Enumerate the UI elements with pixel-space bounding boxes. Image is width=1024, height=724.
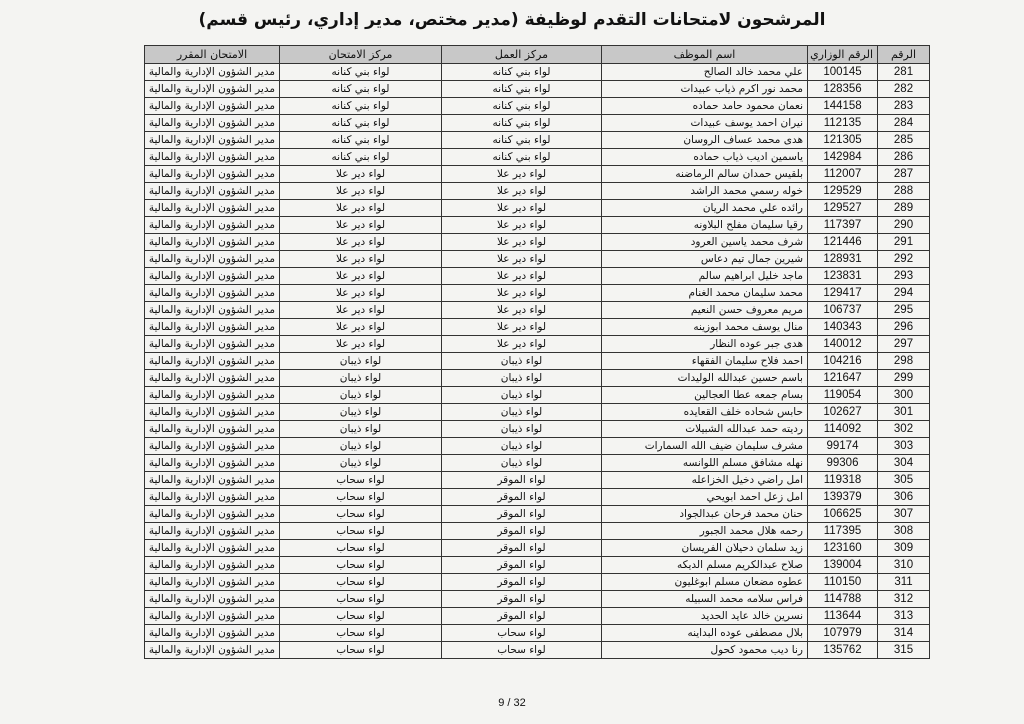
row-number: 303 [878, 438, 930, 455]
row-number: 295 [878, 302, 930, 319]
table-row [145, 608, 930, 625]
exam-center: لواء سحاب [280, 523, 442, 540]
ministry-id: 144158 [808, 98, 878, 115]
exam-title: مدير الشؤون الإدارية والمالية [145, 574, 280, 591]
employee-name: نعمان محمود حامد حماده [602, 98, 808, 115]
exam-center: لواء بني كنانه [280, 98, 442, 115]
row-number: 283 [878, 98, 930, 115]
exam-center: لواء ذيبان [280, 387, 442, 404]
exam-title: مدير الشؤون الإدارية والمالية [145, 540, 280, 557]
exam-center: لواء بني كنانه [280, 149, 442, 166]
exam-center: لواء دير علا [280, 166, 442, 183]
exam-center: لواء ذيبان [280, 353, 442, 370]
work-center: لواء دير علا [442, 336, 602, 353]
exam-title: مدير الشؤون الإدارية والمالية [145, 370, 280, 387]
ministry-id: 112007 [808, 166, 878, 183]
employee-name: امل راضي دخيل الخزاعله [602, 472, 808, 489]
employee-name: شرف محمد ياسين العرود [602, 234, 808, 251]
work-center: لواء ذيبان [442, 387, 602, 404]
row-number: 301 [878, 404, 930, 421]
exam-center: لواء سحاب [280, 642, 442, 659]
ministry-id: 121647 [808, 370, 878, 387]
header-employee-name: اسم الموظف [602, 46, 808, 64]
row-number: 288 [878, 183, 930, 200]
table-row [145, 200, 930, 217]
employee-name: صلاح عبدالكريم مسلم الديكه [602, 557, 808, 574]
ministry-id: 123160 [808, 540, 878, 557]
work-center: لواء ذيبان [442, 455, 602, 472]
employee-name: محمد نور اكرم ذياب عبيدات [602, 81, 808, 98]
exam-center: لواء سحاب [280, 489, 442, 506]
exam-center: لواء سحاب [280, 472, 442, 489]
exam-center: لواء دير علا [280, 302, 442, 319]
work-center: لواء بني كنانه [442, 132, 602, 149]
exam-title: مدير الشؤون الإدارية والمالية [145, 387, 280, 404]
work-center: لواء بني كنانه [442, 98, 602, 115]
ministry-id: 117395 [808, 523, 878, 540]
exam-title: مدير الشؤون الإدارية والمالية [145, 438, 280, 455]
table-row [145, 285, 930, 302]
work-center: لواء دير علا [442, 319, 602, 336]
employee-name: مريم معروف حسن النعيم [602, 302, 808, 319]
table-row [145, 115, 930, 132]
table-row [145, 81, 930, 98]
ministry-id: 129529 [808, 183, 878, 200]
table-row [145, 64, 930, 81]
exam-center: لواء دير علا [280, 217, 442, 234]
exam-title: مدير الشؤون الإدارية والمالية [145, 183, 280, 200]
row-number: 308 [878, 523, 930, 540]
row-number: 287 [878, 166, 930, 183]
exam-center: لواء دير علا [280, 200, 442, 217]
exam-center: لواء ذيبان [280, 438, 442, 455]
table-row [145, 319, 930, 336]
employee-name: مشرف سليمان ضيف الله السمارات [602, 438, 808, 455]
table-row [145, 574, 930, 591]
work-center: لواء دير علا [442, 166, 602, 183]
work-center: لواء ذيبان [442, 370, 602, 387]
page-title: المرشحون لامتحانات التقدم لوظيفة (مدير مختص، مدير إداري، رئيس قسم) [198, 10, 826, 30]
table-row [145, 370, 930, 387]
employee-name: علي محمد خالد الصالح [602, 64, 808, 81]
ministry-id: 139379 [808, 489, 878, 506]
exam-title: مدير الشؤون الإدارية والمالية [145, 132, 280, 149]
employee-name: خوله رسمي محمد الراشد [602, 183, 808, 200]
employee-name: محمد سليمان محمد الغنام [602, 285, 808, 302]
exam-title: مدير الشؤون الإدارية والمالية [145, 455, 280, 472]
employee-name: رنا ديب محمود كحول [602, 642, 808, 659]
table-row [145, 98, 930, 115]
employee-name: فراس سلامه محمد السبيله [602, 591, 808, 608]
row-number: 282 [878, 81, 930, 98]
work-center: لواء الموقر [442, 472, 602, 489]
ministry-id: 104216 [808, 353, 878, 370]
ministry-id: 123831 [808, 268, 878, 285]
exam-title: مدير الشؤون الإدارية والمالية [145, 64, 280, 81]
page-number: 9 / 32 [498, 697, 526, 709]
exam-center: لواء دير علا [280, 319, 442, 336]
table-row [145, 302, 930, 319]
exam-center: لواء سحاب [280, 540, 442, 557]
exam-title: مدير الشؤون الإدارية والمالية [145, 81, 280, 98]
work-center: لواء بني كنانه [442, 81, 602, 98]
row-number: 293 [878, 268, 930, 285]
work-center: لواء دير علا [442, 234, 602, 251]
work-center: لواء الموقر [442, 540, 602, 557]
table-row [145, 353, 930, 370]
row-number: 312 [878, 591, 930, 608]
ministry-id: 129417 [808, 285, 878, 302]
table-row [145, 625, 930, 642]
exam-title: مدير الشؤون الإدارية والمالية [145, 421, 280, 438]
work-center: لواء بني كنانه [442, 149, 602, 166]
table-row [145, 523, 930, 540]
exam-center: لواء ذيبان [280, 404, 442, 421]
exam-title: مدير الشؤون الإدارية والمالية [145, 625, 280, 642]
exam-title: مدير الشؤون الإدارية والمالية [145, 217, 280, 234]
header-ministry-id: الرقم الوزاري [808, 46, 878, 64]
exam-title: مدير الشؤون الإدارية والمالية [145, 166, 280, 183]
exam-center: لواء ذيبان [280, 421, 442, 438]
work-center: لواء ذيبان [442, 438, 602, 455]
row-number: 305 [878, 472, 930, 489]
header-exam-center: مركز الامتحان [280, 46, 442, 64]
row-number: 298 [878, 353, 930, 370]
work-center: لواء سحاب [442, 642, 602, 659]
table-row [145, 387, 930, 404]
exam-title: مدير الشؤون الإدارية والمالية [145, 404, 280, 421]
ministry-id: 119318 [808, 472, 878, 489]
exam-title: مدير الشؤون الإدارية والمالية [145, 523, 280, 540]
work-center: لواء دير علا [442, 200, 602, 217]
row-number: 296 [878, 319, 930, 336]
table-row [145, 217, 930, 234]
row-number: 292 [878, 251, 930, 268]
work-center: لواء دير علا [442, 268, 602, 285]
row-number: 290 [878, 217, 930, 234]
employee-name: منال يوسف محمد ابوزينه [602, 319, 808, 336]
exam-center: لواء بني كنانه [280, 115, 442, 132]
ministry-id: 107979 [808, 625, 878, 642]
exam-center: لواء سحاب [280, 625, 442, 642]
table-row [145, 404, 930, 421]
employee-name: رديته حمد عبدالله الشبيلات [602, 421, 808, 438]
ministry-id: 128931 [808, 251, 878, 268]
exam-center: لواء دير علا [280, 268, 442, 285]
employee-name: نيران احمد يوسف عبيدات [602, 115, 808, 132]
table-row [145, 557, 930, 574]
ministry-id: 129527 [808, 200, 878, 217]
ministry-id: 139004 [808, 557, 878, 574]
work-center: لواء دير علا [442, 251, 602, 268]
ministry-id: 140012 [808, 336, 878, 353]
row-number: 300 [878, 387, 930, 404]
table-row [145, 132, 930, 149]
exam-title: مدير الشؤون الإدارية والمالية [145, 115, 280, 132]
exam-center: لواء دير علا [280, 336, 442, 353]
table-row [145, 489, 930, 506]
employee-name: ماجد خليل ابراهيم سالم [602, 268, 808, 285]
header-exam: الامتحان المقرر [145, 46, 280, 64]
employee-name: شيرين جمال تيم دعاس [602, 251, 808, 268]
ministry-id: 121305 [808, 132, 878, 149]
employee-name: امل زعل احمد ابويحي [602, 489, 808, 506]
ministry-id: 119054 [808, 387, 878, 404]
table-row [145, 540, 930, 557]
exam-title: مدير الشؤون الإدارية والمالية [145, 149, 280, 166]
exam-center: لواء دير علا [280, 234, 442, 251]
ministry-id: 135762 [808, 642, 878, 659]
row-number: 281 [878, 64, 930, 81]
row-number: 315 [878, 642, 930, 659]
exam-title: مدير الشؤون الإدارية والمالية [145, 506, 280, 523]
exam-center: لواء ذيبان [280, 370, 442, 387]
row-number: 289 [878, 200, 930, 217]
ministry-id: 99306 [808, 455, 878, 472]
row-number: 291 [878, 234, 930, 251]
exam-center: لواء سحاب [280, 557, 442, 574]
employee-name: احمد فلاح سليمان الفقهاء [602, 353, 808, 370]
exam-center: لواء ذيبان [280, 455, 442, 472]
work-center: لواء دير علا [442, 302, 602, 319]
ministry-id: 102627 [808, 404, 878, 421]
work-center: لواء الموقر [442, 506, 602, 523]
ministry-id: 121446 [808, 234, 878, 251]
employee-name: حابس شحاده خلف القعايده [602, 404, 808, 421]
row-number: 294 [878, 285, 930, 302]
table-row [145, 268, 930, 285]
exam-center: لواء دير علا [280, 285, 442, 302]
header-num: الرقم [878, 46, 930, 64]
exam-title: مدير الشؤون الإدارية والمالية [145, 472, 280, 489]
table-row [145, 472, 930, 489]
exam-center: لواء بني كنانه [280, 132, 442, 149]
employee-name: عطوه مضعان مسلم ابوغليون [602, 574, 808, 591]
work-center: لواء ذيبان [442, 404, 602, 421]
ministry-id: 117397 [808, 217, 878, 234]
work-center: لواء دير علا [442, 217, 602, 234]
row-number: 285 [878, 132, 930, 149]
row-number: 304 [878, 455, 930, 472]
ministry-id: 114092 [808, 421, 878, 438]
employee-name: رحمه هلال محمد الجبور [602, 523, 808, 540]
table-row [145, 336, 930, 353]
employee-name: هدى محمد عساف الروسان [602, 132, 808, 149]
work-center: لواء دير علا [442, 285, 602, 302]
exam-title: مدير الشؤون الإدارية والمالية [145, 285, 280, 302]
table-row [145, 455, 930, 472]
employee-name: زيد سلمان دحيلان الفريسان [602, 540, 808, 557]
ministry-id: 114788 [808, 591, 878, 608]
ministry-id: 142984 [808, 149, 878, 166]
table-row [145, 421, 930, 438]
work-center: لواء الموقر [442, 523, 602, 540]
employee-name: بسام جمعه عطا العجالين [602, 387, 808, 404]
table-body [145, 64, 930, 659]
exam-title: مدير الشؤون الإدارية والمالية [145, 336, 280, 353]
ministry-id: 128356 [808, 81, 878, 98]
row-number: 307 [878, 506, 930, 523]
exam-title: مدير الشؤون الإدارية والمالية [145, 489, 280, 506]
row-number: 306 [878, 489, 930, 506]
ministry-id: 112135 [808, 115, 878, 132]
work-center: لواء الموقر [442, 591, 602, 608]
work-center: لواء بني كنانه [442, 115, 602, 132]
employee-name: بلال مصطفى عوده البداينه [602, 625, 808, 642]
exam-center: لواء سحاب [280, 591, 442, 608]
ministry-id: 99174 [808, 438, 878, 455]
header-work-center: مركز العمل [442, 46, 602, 64]
table-row [145, 149, 930, 166]
employee-name: رقيا سليمان مفلح البلاونه [602, 217, 808, 234]
table-row [145, 166, 930, 183]
table-row [145, 183, 930, 200]
employee-name: ياسمين اديب ذياب حماده [602, 149, 808, 166]
work-center: لواء الموقر [442, 557, 602, 574]
candidates-table [144, 45, 930, 659]
exam-title: مدير الشؤون الإدارية والمالية [145, 200, 280, 217]
ministry-id: 113644 [808, 608, 878, 625]
work-center: لواء سحاب [442, 625, 602, 642]
exam-title: مدير الشؤون الإدارية والمالية [145, 234, 280, 251]
exam-title: مدير الشؤون الإدارية والمالية [145, 98, 280, 115]
exam-center: لواء بني كنانه [280, 81, 442, 98]
exam-title: مدير الشؤون الإدارية والمالية [145, 591, 280, 608]
table-header-row [145, 46, 930, 64]
exam-title: مدير الشؤون الإدارية والمالية [145, 642, 280, 659]
exam-title: مدير الشؤون الإدارية والمالية [145, 608, 280, 625]
exam-title: مدير الشؤون الإدارية والمالية [145, 557, 280, 574]
ministry-id: 140343 [808, 319, 878, 336]
employee-name: باسم حسين عبدالله الوليدات [602, 370, 808, 387]
table-row [145, 591, 930, 608]
exam-center: لواء دير علا [280, 251, 442, 268]
exam-center: لواء سحاب [280, 608, 442, 625]
employee-name: نهله مشافق مسلم اللوانسه [602, 455, 808, 472]
employee-name: بلقيس حمدان سالم الرماضنه [602, 166, 808, 183]
row-number: 302 [878, 421, 930, 438]
work-center: لواء الموقر [442, 489, 602, 506]
employee-name: نسرين خالد عايد الحديد [602, 608, 808, 625]
row-number: 314 [878, 625, 930, 642]
work-center: لواء بني كنانه [442, 64, 602, 81]
table-row [145, 506, 930, 523]
table-row [145, 251, 930, 268]
ministry-id: 100145 [808, 64, 878, 81]
work-center: لواء الموقر [442, 608, 602, 625]
row-number: 310 [878, 557, 930, 574]
ministry-id: 106625 [808, 506, 878, 523]
exam-title: مدير الشؤون الإدارية والمالية [145, 268, 280, 285]
exam-title: مدير الشؤون الإدارية والمالية [145, 251, 280, 268]
employee-name: رائده علي محمد الريان [602, 200, 808, 217]
exam-title: مدير الشؤون الإدارية والمالية [145, 319, 280, 336]
table-row [145, 234, 930, 251]
row-number: 313 [878, 608, 930, 625]
ministry-id: 110150 [808, 574, 878, 591]
work-center: لواء ذيبان [442, 421, 602, 438]
ministry-id: 106737 [808, 302, 878, 319]
row-number: 299 [878, 370, 930, 387]
employee-name: حنان محمد فرحان عبدالجواد [602, 506, 808, 523]
row-number: 309 [878, 540, 930, 557]
exam-center: لواء دير علا [280, 183, 442, 200]
work-center: لواء الموقر [442, 574, 602, 591]
exam-center: لواء سحاب [280, 506, 442, 523]
table-row [145, 438, 930, 455]
exam-center: لواء بني كنانه [280, 64, 442, 81]
exam-title: مدير الشؤون الإدارية والمالية [145, 302, 280, 319]
row-number: 286 [878, 149, 930, 166]
row-number: 297 [878, 336, 930, 353]
work-center: لواء ذيبان [442, 353, 602, 370]
exam-center: لواء سحاب [280, 574, 442, 591]
work-center: لواء دير علا [442, 183, 602, 200]
row-number: 284 [878, 115, 930, 132]
exam-title: مدير الشؤون الإدارية والمالية [145, 353, 280, 370]
row-number: 311 [878, 574, 930, 591]
employee-name: هدى جبر عوده النظار [602, 336, 808, 353]
table-row [145, 642, 930, 659]
